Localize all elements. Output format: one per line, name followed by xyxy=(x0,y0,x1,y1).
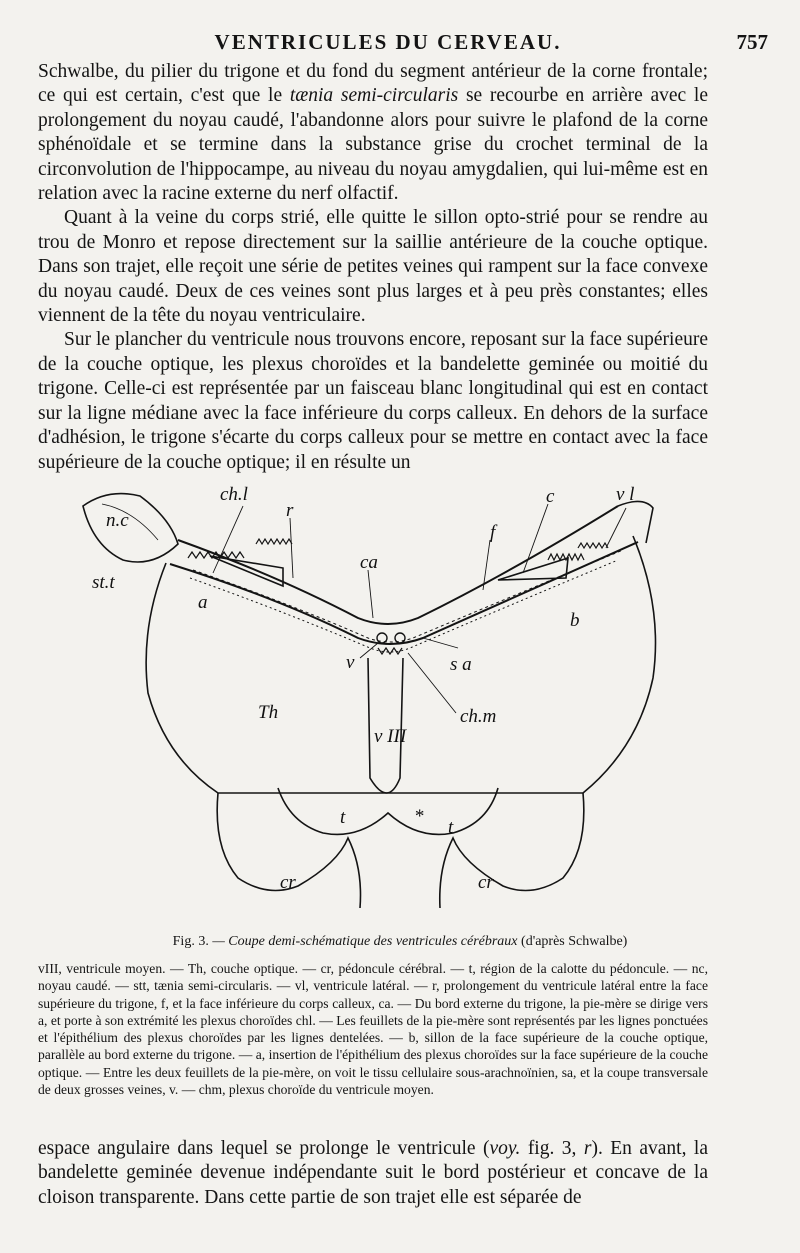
figure-drawing xyxy=(78,478,698,933)
running-header xyxy=(38,30,768,56)
label-nc: n.c xyxy=(106,510,129,531)
label-vl: v l xyxy=(616,484,635,505)
trigone-right xyxy=(498,558,568,580)
text-run: se recourbe en arrière avec le prolongement du noyau caudé, l'abandonne alors pour suivre le plafond de la corne sphénoïdale et se termine dans la substance grise du crochet terminal de la circonvolution de l'hippocampe, au niveau du noyau amygdalien, qui lui-même est en relation avec la racine externe du nerf olfactif. xyxy=(38,85,708,205)
label-c: c xyxy=(546,486,555,507)
figure-legend xyxy=(38,960,708,1098)
tegmentum-outline xyxy=(278,788,498,834)
choroid-plexus-right xyxy=(548,554,584,560)
caudate-nucleus-left xyxy=(83,494,178,562)
text-run: fig. 3, xyxy=(520,1138,584,1159)
paragraph-3: Sur le plancher du ventricule nous trouvons encore, reposant sur la face supérieure de la couche optique, les plexus choroïdes et la bandelette geminée ou moitié du trigone. Celle-ci est représentée par un faisceau blanc longitudinal qui est en contact sur la ligne médiane avec la face inférieure du corps calleux. En dehors de la surface d'adhésion, le trigone s'écarte du corps calleux pour se mettre en contact avec la face supérieure de la couche optique; il en résulte un xyxy=(38,329,708,473)
figure-source: (d'après Schwalbe) xyxy=(517,934,628,949)
choroid-plexus-left-2 xyxy=(256,539,292,544)
paragraph-1 xyxy=(38,60,708,206)
label-stt: st.t xyxy=(92,572,115,593)
label-cr-left: cr xyxy=(280,872,296,893)
label-f: f xyxy=(490,522,496,543)
corpus-callosum-upper xyxy=(178,506,618,624)
label-t-left: t xyxy=(340,807,346,828)
text-run: Schwalbe, du pilier du trigone et du fond du segment antérieur de la corne frontale; ce qui est certain, c'est que le xyxy=(38,61,708,107)
label-r: r xyxy=(286,500,294,521)
vein-right xyxy=(395,633,405,643)
body-text-bottom xyxy=(38,1137,708,1210)
text-run: ). En avant, la bandelette geminée devenue indépendante suit le bord postérieur et concave de la cloison transparente. Dans cette partie de son trajet elle est séparée de xyxy=(38,1138,708,1208)
figure-number: Fig. 3. xyxy=(172,934,209,949)
body-text-top xyxy=(38,60,708,475)
figure-caption xyxy=(100,934,700,950)
label-t-right: t xyxy=(448,817,454,838)
peduncle-right xyxy=(440,793,584,908)
running-title: VENTRICULES DU CERVEAU. xyxy=(214,30,562,54)
label-Th: Th xyxy=(258,702,279,723)
label-chl: ch.l xyxy=(220,484,248,505)
paragraph-2: Quant à la veine du corps strié, elle quitte le sillon opto-strié pour se rendre au trou de Monro et repose directement sur la saillie antérieure de la couche optique. Dans son trajet, elle reçoit une série de petites veines qui rampent sur la face convexe du noyau caudé. Deux de ces veines sont plus larges et à peu près constantes; elles viennent de la tête du noyau ventriculaire. xyxy=(38,207,708,327)
page-number: 757 xyxy=(736,30,768,54)
label-vIII: v III xyxy=(374,726,407,747)
label-ca: ca xyxy=(360,552,378,573)
label-cr-right: cr xyxy=(478,872,494,893)
label-v: v xyxy=(346,652,355,673)
label-sa: s a xyxy=(450,654,472,675)
label-a: a xyxy=(198,592,208,613)
italic-abbrev: voy. xyxy=(489,1138,521,1159)
italic-term: tænia semi-circularis xyxy=(289,85,459,107)
text-run: espace angulaire dans lequel se prolonge le ventricule ( xyxy=(38,1138,490,1159)
label-chm: ch.m xyxy=(460,706,497,727)
label-b: b xyxy=(570,610,580,631)
anatomical-figure xyxy=(78,478,698,933)
caudate-nucleus-right xyxy=(618,501,653,543)
figure-title: — Coupe demi-schématique des ventricules cérébraux xyxy=(212,934,518,949)
vein-left xyxy=(377,633,387,643)
paragraph-4 xyxy=(38,1137,708,1210)
label-star: * xyxy=(414,806,424,827)
italic-letter: r xyxy=(583,1138,592,1159)
legend-text: vIII, ventricule moyen. — Th, couche optique. — cr, pédoncule cérébral. — t, région de la calotte du pédoncule. — nc, noyau caudé. — stt, tænia semi-circularis. — vl, ventricule latéral. — r, prolongement du ventricule latéral entre la face supérieure du trigone, f, et la face inférieure du corps calleux, ca. — Du bord externe du trigone, la pie-mère se dirige vers a, et porte à son extrémité les plexus choroïdes chl. — Les feuillets de la pie-mère sont représentés par les lignes ponctuées et l'épithélium des plexus choroïdes par les lignes dentelées. — b, sillon de la face supérieure de la couche optique, parallèle au bord externe du trigone. — a, insertion de l'épithélium des plexus choroïdes sur la face supérieure de la couche optique. — Entre les deux feuillets de la pie-mère, on voit le tissu cellulaire sous-arachnoïnien, sa, et la coupe transversale de deux grosses veines, v. — chm, plexus choroïde du ventricule moyen. xyxy=(38,961,708,1098)
